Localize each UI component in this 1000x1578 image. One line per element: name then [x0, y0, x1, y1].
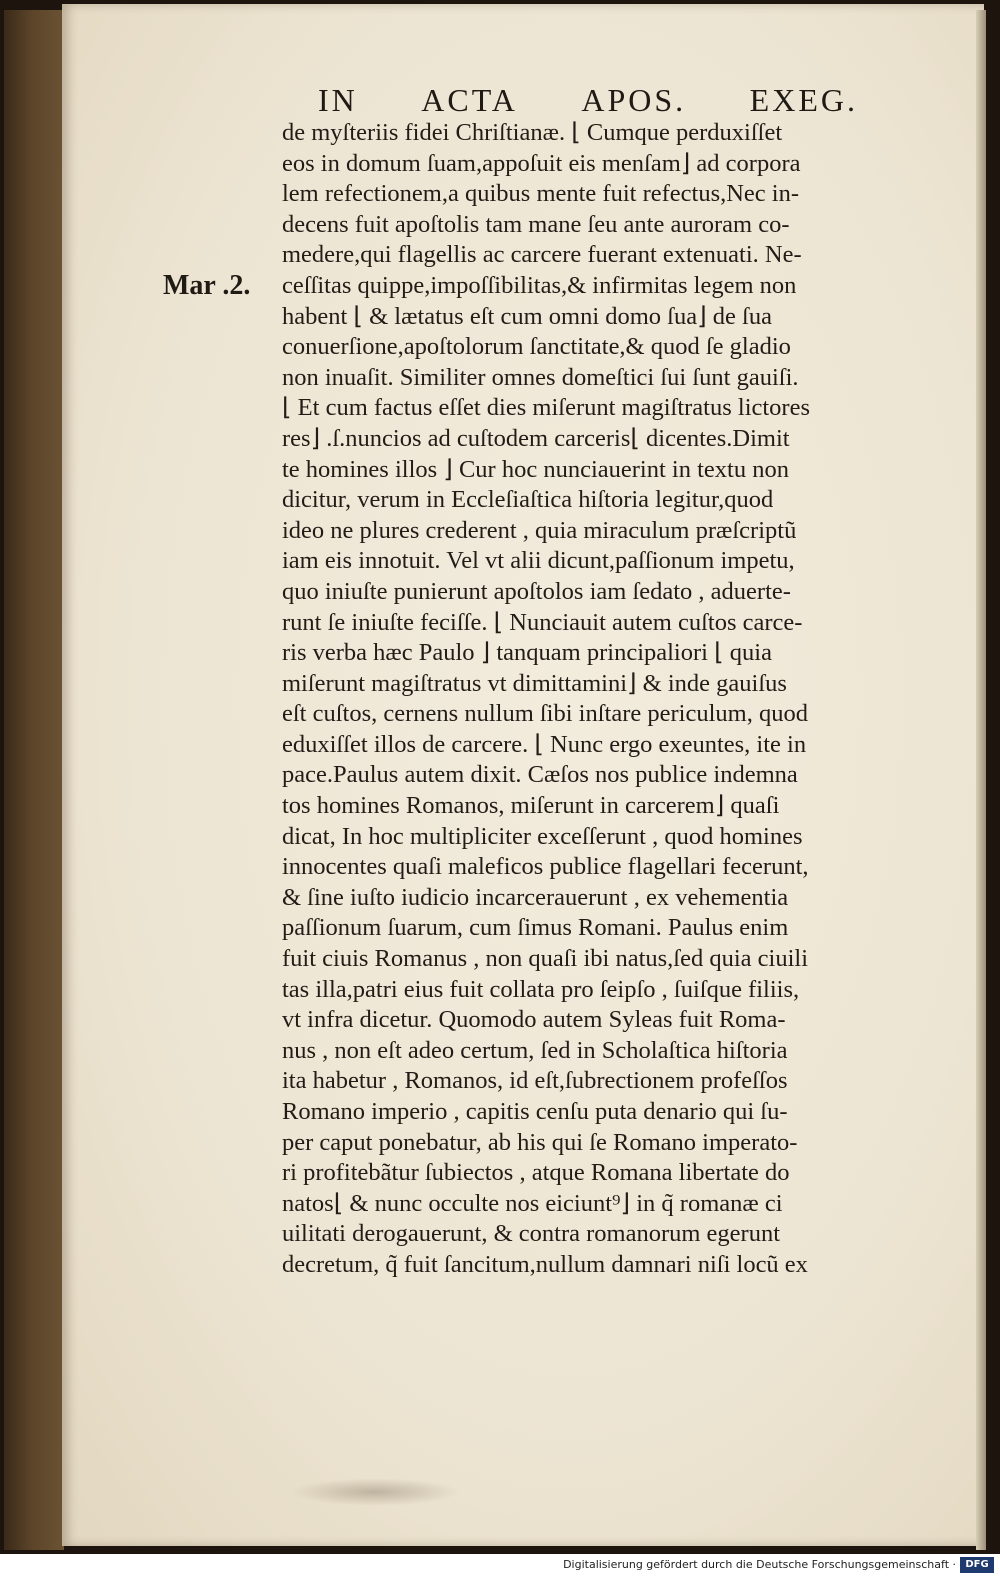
text-line: eos in domum ſuam,appoſuit eis menſam⌋ ad corpora [282, 149, 801, 177]
text-line: miſerunt magiſtratus vt dimittamini⌋ & inde gauiſus [282, 669, 787, 697]
text-line: ita habetur , Romanos, id eſt,ſubrectionem profeſſos [282, 1067, 788, 1095]
text-line: paſſionum ſuarum, cum ſimus Romani. Paulus enim [282, 914, 789, 942]
page-edge [976, 10, 986, 1550]
text-line: habent ⌊ & lætatus eſt cum omni domo ſua⌋ de ſua [282, 302, 772, 330]
running-head-word: APOS. [581, 82, 687, 118]
text-line: medere,qui flagellis ac carcere fuerant extenuati. Ne- [282, 241, 802, 269]
text-line: tos homines Romanos, miſerunt in carcerem⌋ quaſi [282, 792, 780, 820]
text-line: de myſteriis fidei Chriſtianæ. ⌊ Cumque perduxiſſet [282, 119, 783, 146]
running-head-word: EXEG. [749, 82, 858, 118]
text-line: eduxiſſet illos de carcere. ⌊ Nunc ergo exeuntes, ite in [282, 730, 807, 758]
text-line: uilitati derogauerunt, & contra romanorum egerunt [282, 1220, 781, 1248]
text-line: ⌊ Et cum factus eſſet dies miſerunt magiſtratus lictores [282, 394, 810, 422]
text-line: ceſſitas quippe,impoſſibilitas,& infirmitas legem non [282, 271, 797, 299]
text-line: per caput ponebatur, ab his qui ſe Romano imperato- [282, 1128, 798, 1156]
text-line: Romano imperio , capitis cenſu puta denario qui ſu- [282, 1098, 788, 1125]
text-line: dicat, In hoc multipliciter exceſſerunt , quod homines [282, 822, 803, 850]
text-line: fuit ciuis Romanus , non quaſi ibi natus,ſed quia ciuili [282, 945, 809, 973]
text-line: ris verba hæc Paulo ⌋ tanquam principaliori ⌊ quia [282, 639, 772, 667]
running-head-word: IN [318, 82, 358, 118]
text-line: tas illa,patri eius fuit collata pro ſeipſo , ſuiſque filiis, [282, 975, 800, 1003]
body-text [282, 118, 946, 1281]
text-line: dicitur, verum in Eccleſiaſtica hiſtoria legitur,quod [282, 486, 774, 514]
funding-notice: Digitalisierung gefördert durch die Deutsche Forschungsgemeinschaft · [563, 1558, 956, 1571]
text-line: non inuaſit. Similiter omnes domeſtici ſui ſunt gauiſi. [282, 363, 799, 391]
text-line: conuerſione,apoſtolorum ſanctitate,& quod ſe gladio [282, 333, 791, 361]
running-head [318, 82, 858, 119]
text-line: quo iniuſte punierunt apoſtolos iam ſedato , aduerte- [282, 577, 791, 605]
text-line: innocentes quaſi maleficos publice flagellari fecerunt, [282, 853, 809, 881]
ink-smudge [290, 1478, 460, 1506]
text-line: nus , non eſt adeo certum, ſed in Scholaſtica hiſtoria [282, 1036, 788, 1064]
text-line: ideo ne plures crederent , quia miraculum præſcriptũ [282, 516, 797, 544]
footer-bar [0, 1554, 1000, 1578]
text-line: pace.Paulus autem dixit. Cæſos nos publice indemna [282, 761, 798, 789]
text-line: eſt cuſtos, cernens nullum ſibi inſtare periculum, quod [282, 700, 808, 728]
text-line: iam eis innotuit. Vel vt alii dicunt,paſſionum impetu, [282, 547, 795, 575]
text-line: natos⌊ & nunc occulte nos eiciunt⁹⌋ in q̃ romanæ ci [282, 1189, 783, 1217]
margin-note: Mar .2. [163, 270, 251, 301]
text-line: runt ſe iniuſte feciſſe. ⌊ Nunciauit autem cuſtos carce- [282, 608, 803, 636]
text-line: vt infra dicetur. Quomodo autem Syleas fuit Roma- [282, 1006, 786, 1034]
book-cover-edge [4, 10, 64, 1550]
text-line: decens fuit apoſtolis tam mane ſeu ante auroram co- [282, 210, 790, 238]
running-head-word: ACTA [421, 82, 518, 118]
text-line: lem refectionem,a quibus mente fuit refectus,Nec in- [282, 180, 800, 208]
text-line: decretum, q̃ fuit ſancitum,nullum damnari niſi locũ ex [282, 1250, 808, 1278]
text-line: te homines illos ⌋ Cur hoc nunciauerint in textu non [282, 455, 789, 483]
dfg-logo: DFG [960, 1557, 994, 1573]
text-line: ri profitebãtur ſubiectos , atque Romana libertate do [282, 1159, 790, 1187]
text-line: & ſine iuſto iudicio incarcerauerunt , ex vehementia [282, 883, 789, 911]
text-line: res⌋ .ſ.nuncios ad cuſtodem carceris⌊ dicentes.Dimit [282, 424, 790, 452]
